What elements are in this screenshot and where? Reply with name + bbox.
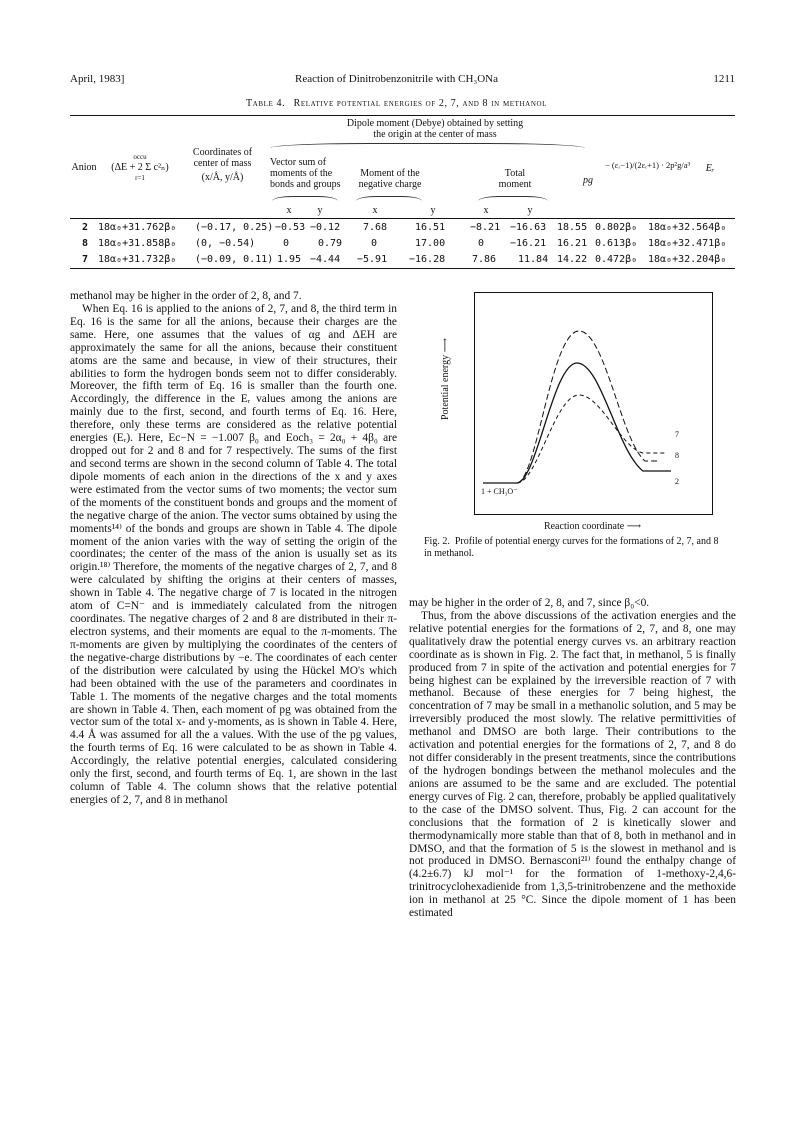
running-header-title: Reaction of Dinitrobenzonitrile with CH₃ONa bbox=[294, 73, 498, 85]
figure-x-axis-label: Reaction coordinate ⟶ bbox=[543, 521, 642, 532]
cell-coord: (0, −0.54) bbox=[195, 238, 256, 249]
figure-y-axis-label: Potential energy ⟶ bbox=[440, 338, 451, 420]
header-vector-2: moments of the bbox=[270, 168, 333, 179]
reactant-label: 1 + CH₃O⁻ bbox=[481, 487, 518, 496]
header-pg: pg bbox=[583, 175, 593, 186]
figure-caption-label: Fig. 2. bbox=[424, 536, 450, 547]
cell-coord: (−0.17, 0.25) bbox=[195, 222, 274, 233]
vector-brace bbox=[272, 196, 338, 201]
cell-delta-e: 18α₀+31.858β₀ bbox=[98, 238, 177, 249]
cell-er: 18α₀+32.564β₀ bbox=[648, 222, 727, 233]
header-coord-1: Coordinates of bbox=[192, 147, 253, 158]
cell-pg: 18.55 bbox=[557, 222, 588, 233]
cell-tx: 7.86 bbox=[472, 254, 497, 265]
sub-y-moment: y bbox=[430, 205, 436, 216]
sub-y-total: y bbox=[527, 205, 533, 216]
cell-ty: 11.84 bbox=[518, 254, 549, 265]
header-vector-3: bonds and groups bbox=[270, 179, 341, 190]
cell-my: 17.00 bbox=[415, 238, 446, 249]
cell-anion: 7 bbox=[82, 254, 89, 265]
header-r1: r=1 bbox=[135, 174, 145, 182]
cell-vx: −0.53 bbox=[275, 222, 306, 233]
cell-ty: −16.21 bbox=[510, 238, 547, 249]
cell-tx: −8.21 bbox=[470, 222, 501, 233]
paragraph: When Eq. 16 is applied to the anions of 2, 7, and 8, the third term in Eq. 16 is the same for all the anions, because their charges are the same. Here, one assumes that the values of αg and ΔEH are approximately the same for all the anions, because their constituent atoms are the same and because, in view of their structures, their abilities to form the hydrogen bonds seem not to differ considerably. Moreover, the fifth term of Eq. 16 is smaller than the fourth one. Accordingly, the difference in the Eᵣ values among the anions are mainly due to the first, second, and fourth terms of Eq. 16. Here, therefore, only these terms are considered as the relative potential energies (Eᵣ). Here, Ec−N = −1.007 β₀ and Eoch₃ = 2α₀ + 4β₀ are dropped out for 2 and 8 and for 7 respectively. The sums of the first and second terms are shown in the second column of Table 4. The total dipole moments of each anion in the directions of the x and y axes were estimated from the vector sums of two moments; the vector sum of the moments of the constituent bonds and groups and the moment of the negative charge of the anion. The vector sums obtained by using the moments¹⁴⁾ of the bonds and groups are shown in Table 4. The dipole moment of the anion varies with the way of setting the origin of the coordinates; the center of the mass of the anion is usually set as its origin.¹⁸⁾ Therefore, the moments of the negative charges of 2, 7, and 8 were calculated by shifting the origins at their centers of masses, shown in Table 4. The negative charge of 7 is located in the nitrogen atom of C=N⁻ and is immediately calculated from the nitrogen coordinates. The negative charges of 2 and 8 are distributed in their π-electron systems, and their moments are equal to the π-moments. The π-moments are given by multiplying the coordinates of the centers of the negative-charge distributions by −e. The coordinates of each center of the distribution were calculated by using the Hückel MO's which had been obtained with the use of the parameters and coordinates in Table 1. The moments of the negative charges and the total moments are shown in Table 4. Then, each moment of pg was obtained from the vector sum of the total x- and y-moments, as is shown in Table 4. Here, 4.4 Å was assumed for all the a values. With the use of the pg values, the fourth terms of Eq. 16 were calculated to be as shown in Table 4. Accordingly, the relative potential energies, calculated considering only the first, second, and fourth terms of Eq. 1, are shown in the last column of Table 4. The column shows that the relative potential energies of 2, 7, and 8 in methanol bbox=[70, 302, 397, 806]
cell-eps: 0.613β₀ bbox=[595, 238, 638, 249]
curve-7 bbox=[517, 331, 660, 483]
header-total-2: moment bbox=[498, 179, 532, 190]
paragraph: methanol may be higher in the order of 2, 8, and 7. bbox=[70, 290, 302, 302]
running-header-left: April, 1983] bbox=[70, 73, 125, 85]
cell-vx: 0 bbox=[283, 238, 290, 249]
cell-pg: 14.22 bbox=[557, 254, 588, 265]
table-caption-label: Table 4. bbox=[245, 98, 286, 109]
cell-coord: (−0.09, 0.11) bbox=[195, 254, 274, 265]
figure-caption bbox=[424, 536, 724, 560]
curve-8 bbox=[517, 395, 665, 483]
cell-er: 18α₀+32.471β₀ bbox=[648, 238, 727, 249]
cell-delta-e: 18α₀+31.762β₀ bbox=[98, 222, 177, 233]
curve-2 bbox=[517, 363, 671, 483]
paragraph: may be higher in the order of 2, 8, and 7, since β₀<0. bbox=[409, 597, 650, 609]
header-eps: − (εᵣ−1)/(2εᵣ+1) · 2p²g/a³ bbox=[605, 160, 691, 170]
table-row bbox=[70, 222, 735, 234]
dipole-brace bbox=[270, 143, 585, 148]
table-caption bbox=[0, 98, 793, 109]
cell-vy: −4.44 bbox=[310, 254, 341, 265]
figure-caption-text: Profile of potential energy curves for the formations of 2, 7, and 8 in methanol. bbox=[424, 536, 719, 559]
cell-mx: 0 bbox=[371, 238, 378, 249]
table-row bbox=[70, 238, 735, 250]
total-brace bbox=[478, 196, 548, 201]
sub-x-vector: x bbox=[286, 205, 292, 216]
curve-label-8: 8 bbox=[675, 451, 679, 460]
table-top-rule bbox=[70, 115, 735, 116]
cell-mx: 7.68 bbox=[363, 222, 388, 233]
sub-x-total: x bbox=[483, 205, 489, 216]
cell-my: 16.51 bbox=[415, 222, 446, 233]
header-occu: occu bbox=[133, 153, 147, 161]
header-moment-2: negative charge bbox=[358, 179, 422, 190]
table-row bbox=[70, 254, 735, 266]
header-coord-2: center of mass bbox=[193, 158, 252, 169]
cell-vy: 0.79 bbox=[318, 238, 343, 249]
cell-eps: 0.472β₀ bbox=[595, 254, 638, 265]
left-column bbox=[70, 290, 397, 807]
sub-x-moment: x bbox=[372, 205, 378, 216]
header-moment-1: Moment of the bbox=[360, 168, 420, 179]
cell-my: −16.28 bbox=[409, 254, 446, 265]
right-column bbox=[409, 597, 736, 920]
header-coord-3: (x/Å, y/Å) bbox=[201, 172, 244, 183]
cell-pg: 16.21 bbox=[557, 238, 588, 249]
cell-ty: −16.63 bbox=[510, 222, 547, 233]
table-bottom-rule bbox=[70, 268, 735, 269]
cell-mx: −5.91 bbox=[357, 254, 388, 265]
cell-anion: 8 bbox=[82, 238, 89, 249]
header-anion: Anion bbox=[71, 162, 97, 173]
header-er: Eᵣ bbox=[705, 163, 715, 174]
moment-brace bbox=[356, 196, 422, 201]
header-dipole-1: Dipole moment (Debye) obtained by setting bbox=[346, 118, 524, 129]
paragraph: Thus, from the above discussions of the activation energies and the relative potential energies for the formations of 2, 7, and 8, one may qualitatively draw the potential energy curves vs. an arbitrary reaction coordinate as is shown in Fig. 2. The fact that, in methanol, 5 is finally produced from 7 in spite of the activation and potential energies for 7 being highest can be explained by the irreversible reaction of 7 with methanol. Because of these energies for 7 being highest, the concentration of 7 may be small in a methanolic solution, and 5 may be irreversibly produced the most slowly. The relative permittivities of methanol and DMSO are both large. Their contributions to the activation and potential energies for the formations of 2, 7, and 8 do not differ considerably in the present treatments, since the contributions of the hydrogen bondings between the methanol molecules and the anions are assumed to be the same and are excluded. The potential energy curves of Fig. 2 can, therefore, probably be applied qualitatively to the case of the DMSO solvent. Thus, Fig. 2 can account for the conclusions that the formation of 2 is kinetically slower and thermodynamically more stable than that of 8, both in methanol and in DMSO, and that the formation of 5 is the slowest in methanol and is not produced in DMSO. Bernasconi²¹⁾ found the enthalpy change of (4.2±6.7) kJ mol⁻¹ for the formation of 1-methoxy-2,4,6-trinitrocyclohexadienide from 1,3,5-trinitrobenzene and the methoxide ion in methanol at 25 °C. Since the dipole moment of 1 has been estimated bbox=[409, 609, 736, 920]
cell-er: 18α₀+32.204β₀ bbox=[648, 254, 727, 265]
curve-label-7: 7 bbox=[675, 430, 679, 439]
cell-vx: 1.95 bbox=[277, 254, 302, 265]
figure-2 bbox=[474, 292, 713, 515]
sub-y-vector: y bbox=[317, 205, 323, 216]
curve-label-2: 2 bbox=[675, 477, 679, 486]
cell-vy: −0.12 bbox=[310, 222, 341, 233]
cell-tx: 0 bbox=[478, 238, 485, 249]
cell-eps: 0.802β₀ bbox=[595, 222, 638, 233]
header-total-1: Total bbox=[504, 168, 526, 179]
header-dipole-2: the origin at the center of mass bbox=[373, 129, 497, 140]
page-number: 1211 bbox=[713, 73, 735, 85]
table-header-rule bbox=[70, 218, 735, 219]
cell-delta-e: 18α₀+31.732β₀ bbox=[98, 254, 177, 265]
table-caption-text: Relative potential energies of 2, 7, and 8 in methanol bbox=[293, 98, 548, 109]
cell-anion: 2 bbox=[82, 222, 89, 233]
header-delta-e: (ΔE + 2 Σ c²ₙ) bbox=[111, 162, 169, 173]
header-vector-1: Vector sum of bbox=[270, 157, 327, 168]
